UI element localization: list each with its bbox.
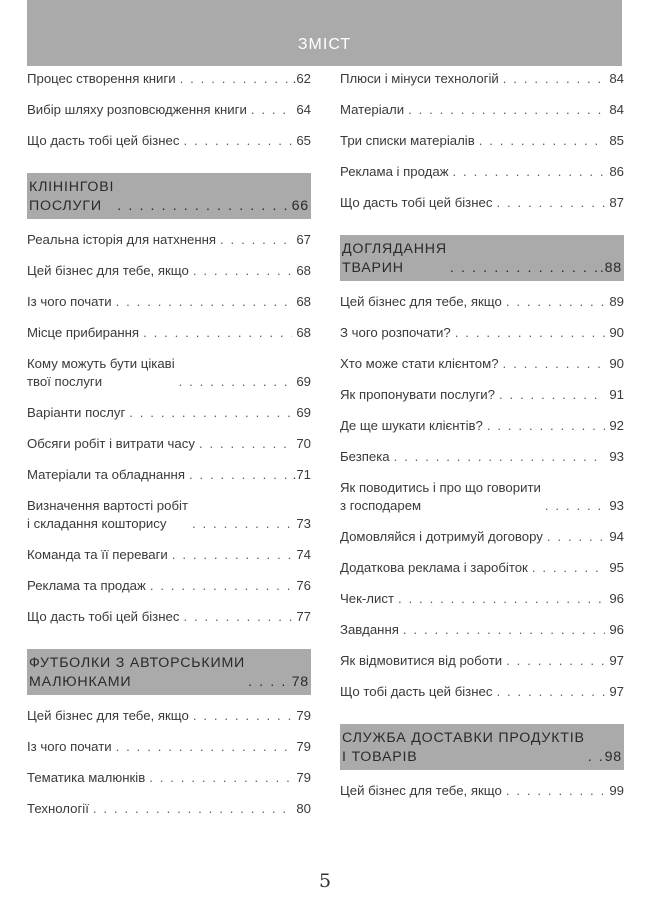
section-title: СЛУЖБА ДОСТАВКИ ПРОДУКТІВ І ТОВАРІВ: [342, 730, 585, 765]
page-ref: .71: [292, 467, 311, 482]
entry-title: Цей бізнес для тебе, якщо: [27, 263, 189, 278]
page-ref: .62: [292, 71, 311, 86]
toc-entry[interactable]: [340, 652, 624, 670]
page-ref: 76: [296, 578, 311, 593]
page-ref: 67: [296, 232, 311, 247]
dot-leader: [532, 559, 606, 577]
page-ref: 74: [296, 547, 311, 562]
page-ref: 93: [609, 498, 624, 513]
page-ref: 84: [609, 102, 624, 117]
entry-title: Кому можуть бути цікаві твої послуги: [27, 356, 175, 389]
page-ref: 87: [609, 195, 624, 210]
dot-leader: [588, 748, 602, 767]
entry-title: Цей бізнес для тебе, якщо: [27, 708, 189, 723]
entry-title: Домовляйся і дотримуй договору: [340, 529, 543, 544]
section-title: КЛІНІНГОВІ ПОСЛУГИ: [29, 179, 115, 214]
entry-title: Варіанти послуг: [27, 405, 126, 420]
toc-entry[interactable]: [27, 577, 311, 595]
entry-title: Визначення вартості робіт і складання кошторису: [27, 498, 188, 531]
dot-leader: [193, 707, 293, 725]
toc-entry[interactable]: [27, 70, 311, 88]
toc-entry[interactable]: [340, 163, 624, 181]
page-number: 5: [318, 870, 332, 892]
dot-leader: [183, 608, 292, 626]
page-ref: 79: [296, 770, 311, 785]
dot-leader: [193, 262, 293, 280]
toc-entry[interactable]: [340, 782, 624, 800]
page-ref: 86: [609, 164, 624, 179]
page-ref: 90: [609, 325, 624, 340]
toc-entry[interactable]: [27, 101, 311, 119]
dot-leader: [192, 515, 292, 533]
section-title: ФУТБОЛКИ З АВТОРСЬКИМИ МАЛЮНКАМИ: [29, 655, 246, 690]
page-ref: 79: [296, 708, 311, 723]
dot-leader: [199, 435, 292, 453]
entry-title: Чек-лист: [340, 591, 394, 606]
toc-entry[interactable]: [27, 497, 311, 533]
dot-leader: [143, 324, 292, 342]
toc-entry[interactable]: [27, 231, 311, 249]
dot-leader: [455, 324, 606, 342]
toc-entry[interactable]: [27, 324, 311, 342]
page-ref: 68: [296, 325, 311, 340]
entry-title: Що дасть тобі цей бізнес: [340, 195, 493, 210]
page-ref: 90: [609, 356, 624, 371]
toc-entry[interactable]: [340, 479, 624, 515]
page-ref: 98: [604, 749, 622, 765]
section-title: ДОГЛЯДАННЯ ТВАРИН: [342, 241, 447, 276]
dot-leader: [117, 197, 288, 216]
entry-title: З чого розпочати?: [340, 325, 451, 340]
dot-leader: [220, 231, 292, 249]
dot-leader: [398, 590, 605, 608]
entry-title: Що тобі дасть цей бізнес: [340, 684, 493, 699]
dot-leader: [487, 417, 605, 435]
page-ref: 94: [609, 529, 624, 544]
dot-leader: [450, 259, 597, 278]
dot-leader: [149, 769, 292, 787]
toc-section-heading[interactable]: [340, 235, 624, 281]
dot-leader: [499, 386, 605, 404]
toc-left-column: [27, 70, 311, 831]
page-ref: 66: [291, 198, 309, 214]
entry-title: Технології: [27, 801, 89, 816]
toc-entry[interactable]: [27, 800, 311, 818]
toc-entry[interactable]: [340, 528, 624, 546]
dot-leader: [496, 194, 605, 212]
dot-leader: [545, 497, 605, 515]
toc-entry[interactable]: [27, 738, 311, 756]
page-ref: 93: [609, 449, 624, 464]
dot-leader: [547, 528, 605, 546]
dot-leader: [116, 738, 293, 756]
toc-entry[interactable]: [340, 355, 624, 373]
dot-leader: [116, 293, 293, 311]
page-ref: 92: [609, 418, 624, 433]
toc-entry[interactable]: [340, 293, 624, 311]
entry-title: Три списки матеріалів: [340, 133, 475, 148]
toc-title: ЗМІСТ: [297, 36, 352, 53]
entry-title: Безпека: [340, 449, 390, 464]
toc-entry[interactable]: [27, 466, 311, 484]
page-ref: 96: [609, 622, 624, 637]
dot-leader: [479, 132, 606, 150]
page-ref: 70: [296, 436, 311, 451]
toc-entry[interactable]: [340, 324, 624, 342]
dot-leader: [172, 546, 293, 564]
toc-entry[interactable]: [340, 194, 624, 212]
entry-title: Цей бізнес для тебе, якщо: [340, 294, 502, 309]
entry-title: Плюси і мінуси технологій: [340, 71, 499, 86]
page-ref: 96: [609, 591, 624, 606]
dot-leader: [251, 101, 293, 119]
page-ref: 95: [609, 560, 624, 575]
entry-title: Матеріали та обладнання: [27, 467, 185, 482]
page-ref: 68: [296, 263, 311, 278]
toc-section-heading[interactable]: [27, 649, 311, 695]
dot-leader: [403, 621, 605, 639]
page-ref: 73: [296, 516, 311, 531]
toc-entry[interactable]: [340, 132, 624, 150]
page-ref: 65: [296, 133, 311, 148]
toc-entry[interactable]: [340, 683, 624, 701]
page-ref: 84: [609, 71, 624, 86]
dot-leader: [189, 466, 289, 484]
page-ref: 77: [296, 609, 311, 624]
entry-title: Місце прибирання: [27, 325, 140, 340]
toc-section-heading[interactable]: [340, 724, 624, 770]
toc-entry[interactable]: [27, 435, 311, 453]
dot-leader: [506, 782, 606, 800]
dot-leader: [506, 293, 606, 311]
toc-entry[interactable]: [340, 448, 624, 466]
entry-title: Реклама і продаж: [340, 164, 449, 179]
dot-leader: [150, 577, 293, 595]
entry-title: Реальна історія для натхнення: [27, 232, 217, 247]
toc-entry[interactable]: [27, 608, 311, 626]
dot-leader: [93, 800, 292, 818]
toc-entry[interactable]: [27, 769, 311, 787]
toc-entry[interactable]: [27, 404, 311, 422]
page-ref: 97: [609, 684, 624, 699]
page-ref: 91: [609, 387, 624, 402]
toc-entry[interactable]: [340, 417, 624, 435]
dot-leader: [179, 373, 293, 391]
toc-header: [27, 0, 622, 66]
dot-leader: [496, 683, 605, 701]
dot-leader: [503, 355, 606, 373]
entry-title: Завдання: [340, 622, 399, 637]
page-ref: 69: [296, 374, 311, 389]
entry-title: Вибір шляху розповсюдження книги: [27, 102, 247, 117]
entry-title: Реклама та продаж: [27, 578, 146, 593]
page-ref: 79: [296, 739, 311, 754]
entry-title: Тематика малюнків: [27, 770, 146, 785]
entry-title: Команда та її переваги: [27, 547, 168, 562]
entry-title: Як відмовитися від роботи: [340, 653, 503, 668]
dot-leader: [408, 101, 605, 119]
toc-entry[interactable]: [340, 101, 624, 119]
entry-title: Додаткова реклама і заробіток: [340, 560, 528, 575]
page-ref: 64: [296, 102, 311, 117]
entry-title: Як пропонувати послуги?: [340, 387, 495, 402]
toc-entry[interactable]: [27, 707, 311, 725]
toc-entry[interactable]: [27, 132, 311, 150]
dot-leader: [183, 132, 292, 150]
toc-entry[interactable]: [27, 546, 311, 564]
entry-title: Обсяги робіт і витрати часу: [27, 436, 195, 451]
dot-leader: [506, 652, 605, 670]
entry-title: Що дасть тобі цей бізнес: [27, 133, 180, 148]
entry-title: Матеріали: [340, 102, 405, 117]
entry-title: Із чого почати: [27, 294, 112, 309]
toc-right-column: [340, 70, 624, 813]
dot-leader: [248, 673, 289, 692]
page-ref: 97: [609, 653, 624, 668]
entry-title: Хто може стати клієнтом?: [340, 356, 499, 371]
toc-entry[interactable]: [340, 386, 624, 404]
toc-entry[interactable]: [340, 590, 624, 608]
toc-section-heading[interactable]: [27, 173, 311, 219]
page-ref: 68: [296, 294, 311, 309]
dot-leader: [453, 163, 606, 181]
page-ref: 99: [609, 783, 624, 798]
toc-entry[interactable]: [340, 70, 624, 88]
toc-entry[interactable]: [340, 559, 624, 577]
entry-title: Де ще шукати клієнтів?: [340, 418, 483, 433]
toc-entry[interactable]: [27, 355, 311, 391]
dot-leader: [394, 448, 606, 466]
entry-title: Як поводитись і про що говорити з господарем: [340, 480, 541, 513]
page-ref: 78: [291, 674, 309, 690]
entry-title: Із чого почати: [27, 739, 112, 754]
page-ref: .88: [599, 260, 622, 276]
entry-title: Цей бізнес для тебе, якщо: [340, 783, 502, 798]
dot-leader: [129, 404, 292, 422]
toc-entry[interactable]: [27, 262, 311, 280]
entry-title: Що дасть тобі цей бізнес: [27, 609, 180, 624]
entry-title: Процес створення книги: [27, 71, 176, 86]
dot-leader: [180, 70, 289, 88]
page-ref: 80: [296, 801, 311, 816]
toc-entry[interactable]: [27, 293, 311, 311]
toc-entry[interactable]: [340, 621, 624, 639]
page-ref: 69: [296, 405, 311, 420]
page-ref: 89: [609, 294, 624, 309]
dot-leader: [503, 70, 606, 88]
page-ref: 85: [609, 133, 624, 148]
